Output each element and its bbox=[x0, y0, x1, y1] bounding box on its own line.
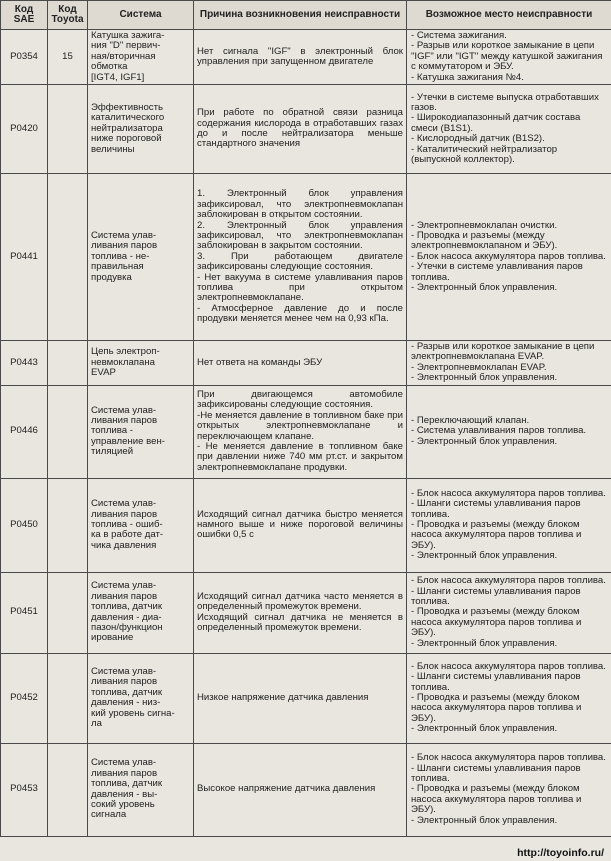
possible-places-cell bbox=[407, 174, 611, 341]
toyota-code-cell bbox=[48, 174, 88, 341]
system-line: тиляцией bbox=[91, 446, 134, 458]
possible-place-item: - Электронный блок управления. bbox=[411, 372, 558, 384]
possible-places-cell bbox=[407, 743, 611, 836]
sae-code-cell bbox=[1, 743, 48, 836]
system-cell bbox=[88, 30, 194, 85]
system-line: топлива - bbox=[91, 425, 133, 437]
cause-text: - Атмосферное давление до и после продувки меняется менее чем на 0,93 кПа. bbox=[197, 302, 403, 325]
system-line: ливания паров bbox=[91, 590, 158, 602]
table-row bbox=[1, 341, 611, 386]
table-row bbox=[1, 174, 611, 341]
system-line: невмоклапана bbox=[91, 356, 155, 368]
cause-text: Исходящий сигнал датчика быстро меняется намного выше и ниже пороговой величины ошибки 0,5 с bbox=[197, 508, 403, 541]
sae-code-cell bbox=[1, 30, 48, 85]
header-toyota-code: Код Toyota bbox=[48, 1, 88, 30]
toyota-code-cell bbox=[48, 743, 88, 836]
table-row bbox=[1, 653, 611, 743]
system-line: топлива, датчик bbox=[91, 601, 163, 613]
possible-place-item: - Проводка и разъемы (между блоком насоса аккумулятора паров топлива и ЭБУ). bbox=[411, 783, 582, 816]
possible-place-item: - Утечки в системе улавливания паров топлива. bbox=[411, 261, 583, 283]
possible-place-item: - Проводка и разъемы (между блоком насоса аккумулятора паров топлива и ЭБУ). bbox=[411, 606, 582, 639]
sae-code: P0354 bbox=[10, 50, 38, 62]
possible-place-item: - Проводка и разъемы (между электропневмоклапаном и ЭБУ). bbox=[411, 230, 558, 252]
cause-cell bbox=[194, 174, 407, 341]
possible-places-cell bbox=[407, 572, 611, 653]
cause-cell bbox=[194, 30, 407, 85]
system-line: давления - низ- bbox=[91, 697, 161, 709]
toyota-code-cell bbox=[48, 341, 88, 386]
toyota-code-cell bbox=[48, 385, 88, 478]
system-line: Система улав- bbox=[91, 498, 157, 510]
possible-place-item: - Электропневмоклапан EVAP. bbox=[411, 361, 547, 373]
system-line: Система улав- bbox=[91, 230, 157, 242]
table-row bbox=[1, 478, 611, 572]
table-row bbox=[1, 30, 611, 85]
system-line: топлива - ошиб- bbox=[91, 518, 163, 530]
table-header-row bbox=[1, 1, 611, 30]
possible-place-item: - Кислородный датчик (B1S2). bbox=[411, 133, 545, 145]
sae-code-cell bbox=[1, 341, 48, 386]
system-line: топлива, датчик bbox=[91, 686, 163, 698]
system-cell bbox=[88, 341, 194, 386]
toyota-code-cell bbox=[48, 30, 88, 85]
possible-place-item: - Утечки в системе выпуска отработавших газов. bbox=[411, 91, 599, 114]
toyota-code-cell bbox=[48, 653, 88, 743]
system-line: ливания паров bbox=[91, 508, 158, 520]
possible-place-item: - Электронный блок управления. bbox=[411, 723, 558, 735]
header-cause: Причина возникновения неисправности bbox=[194, 1, 407, 30]
system-cell bbox=[88, 385, 194, 478]
system-line: ирование bbox=[91, 632, 134, 644]
system-line: ливания паров bbox=[91, 676, 158, 688]
sae-code-cell bbox=[1, 653, 48, 743]
system-line: ла bbox=[91, 717, 102, 729]
cause-text: При работе по обратной связи разница содержания кислорода в отработавших газах до и после нейтрализатора меньше стандартного значения bbox=[197, 107, 403, 150]
possible-place-item: - Катушка зажигания №4. bbox=[411, 71, 524, 83]
possible-place-item: - Разрыв или короткое замыкание в цепи электропневмоклапана EVAP. bbox=[411, 341, 595, 363]
sae-code: P0443 bbox=[10, 356, 38, 368]
possible-place-item: - Электронный блок управления. bbox=[411, 814, 558, 826]
possible-place-item: - Переключающий клапан. bbox=[411, 415, 530, 427]
table-row bbox=[1, 385, 611, 478]
system-line: сигнала bbox=[91, 809, 127, 821]
sae-code: P0420 bbox=[10, 122, 38, 134]
header-sae-code: Код SAE bbox=[1, 1, 48, 30]
cause-text: Нет сигнала "IGF" в электронный блок управления при запущенном двигателе bbox=[197, 45, 403, 68]
table-body bbox=[1, 30, 611, 837]
system-cell bbox=[88, 743, 194, 836]
cause-cell bbox=[194, 653, 407, 743]
sae-code: P0446 bbox=[10, 425, 38, 437]
system-line: [IGT4, IGF1] bbox=[91, 71, 145, 83]
possible-places-cell bbox=[407, 85, 611, 174]
toyota-code-cell bbox=[48, 478, 88, 572]
system-cell bbox=[88, 653, 194, 743]
system-line: ливания паров bbox=[91, 415, 158, 427]
system-cell bbox=[88, 174, 194, 341]
cause-text: Исходящий сигнал датчика не меняется в определенный промежуток времени. bbox=[197, 611, 403, 634]
system-line: топлива - не- bbox=[91, 250, 150, 262]
system-line: продувка bbox=[91, 271, 132, 283]
sae-code-cell bbox=[1, 385, 48, 478]
system-line: давления - вы- bbox=[91, 788, 158, 800]
system-line: ливания паров bbox=[91, 767, 158, 779]
possible-place-item: - Шланги системы улавливания паров топлива. bbox=[411, 762, 581, 785]
cause-text: При двигающемся автомобиле зафиксированы следующие состояния. bbox=[197, 389, 403, 411]
cause-cell bbox=[194, 85, 407, 174]
table-row bbox=[1, 743, 611, 836]
possible-place-item: - Проводка и разъемы (между блоком насоса аккумулятора паров топлива и ЭБУ). bbox=[411, 518, 582, 551]
possible-place-item: - Каталитический нейтрализатор (выпускной коллектор). bbox=[411, 143, 558, 166]
cause-text: Низкое напряжение датчика давления bbox=[197, 691, 369, 703]
cause-text: Нет ответа на команды ЭБУ bbox=[197, 356, 323, 368]
cause-cell bbox=[194, 478, 407, 572]
sae-code-cell bbox=[1, 478, 48, 572]
possible-place-item: - Блок насоса аккумулятора паров топлива. bbox=[411, 250, 606, 262]
cause-text: Высокое напряжение датчика давления bbox=[197, 783, 376, 795]
system-line: EVAP bbox=[91, 367, 116, 379]
cause-cell bbox=[194, 743, 407, 836]
toyota-code-cell bbox=[48, 85, 88, 174]
system-line: величины bbox=[91, 143, 135, 155]
system-line: Эффективность bbox=[91, 102, 163, 114]
cause-cell bbox=[194, 385, 407, 478]
table-row bbox=[1, 572, 611, 653]
system-line: ния "D" первич- bbox=[91, 40, 161, 52]
system-line: ниже пороговой bbox=[91, 133, 162, 145]
possible-place-item: - Шланги системы улавливания паров топлива. bbox=[411, 671, 581, 693]
sae-code: P0451 bbox=[10, 606, 38, 618]
possible-places-cell bbox=[407, 341, 611, 386]
possible-place-item: - Разрыв или короткое замыкание в цепи "IGF" или "IGT" между катушкой зажигания с коммутатором и ЭБУ. bbox=[411, 40, 603, 73]
possible-place-item: - Электропневмоклапан очистки. bbox=[411, 219, 558, 231]
system-cell bbox=[88, 572, 194, 653]
sae-code-cell bbox=[1, 174, 48, 341]
sae-code: P0450 bbox=[10, 518, 38, 530]
table-row bbox=[1, 85, 611, 174]
toyota-code: 15 bbox=[62, 50, 73, 62]
possible-place-item: - Электронный блок управления. bbox=[411, 550, 558, 562]
toyota-code-cell bbox=[48, 572, 88, 653]
cause-cell bbox=[194, 572, 407, 653]
system-line: Система улав- bbox=[91, 665, 157, 677]
system-line: топлива, датчик bbox=[91, 778, 163, 790]
sae-code: P0453 bbox=[10, 783, 38, 795]
cause-text: - Не меняется давление в топливном баке при давлении ниже 740 мм рт.ст. и закрытом электропневмоклапане продувки. bbox=[197, 441, 403, 473]
cause-text: -Не меняется давление в топливном баке при открытых электропневмоклапане и переключающем клапане. bbox=[197, 409, 403, 442]
sae-code-cell bbox=[1, 572, 48, 653]
possible-place-item: - Блок насоса аккумулятора паров топлива. bbox=[411, 660, 606, 672]
system-line: ливания паров bbox=[91, 240, 158, 252]
system-line: ка в работе дат- bbox=[91, 529, 164, 541]
system-line: сокий уровень bbox=[91, 799, 155, 811]
system-line: Катушка зажига- bbox=[91, 30, 165, 41]
system-line: Система улав- bbox=[91, 404, 157, 416]
system-line: давления - диа- bbox=[91, 611, 162, 623]
possible-place-item: - Широкодиапазонный датчик состава смеси (B1S1). bbox=[411, 112, 581, 134]
cause-cell bbox=[194, 341, 407, 386]
cause-text: 1. Электронный блок управления зафиксировал, что электропневмоклапан заблокирован в открытом состоянии. bbox=[197, 188, 403, 221]
possible-place-item: - Блок насоса аккумулятора паров топлива. bbox=[411, 487, 606, 499]
possible-places-cell bbox=[407, 478, 611, 572]
possible-places-cell bbox=[407, 653, 611, 743]
watermark-url: http://toyoinfo.ru/ bbox=[514, 847, 607, 859]
possible-place-item: - Электронный блок управления. bbox=[411, 282, 558, 294]
cause-text: - Нет вакуума в системе улавливания паров топлива при открытом электропневмоклапане. bbox=[197, 271, 403, 304]
possible-place-item: - Система улавливания паров топлива. bbox=[411, 425, 587, 437]
system-line: Система улав- bbox=[91, 580, 157, 592]
sae-code-cell bbox=[1, 85, 48, 174]
possible-places-cell bbox=[407, 385, 611, 478]
system-line: обмотка bbox=[91, 61, 128, 73]
system-line: нейтрализатора bbox=[91, 122, 163, 134]
cause-text: 3. При работающем двигателе зафиксированы следующие состояния. bbox=[197, 250, 403, 273]
cause-text: Исходящий сигнал датчика часто меняется в определенный промежуток времени. bbox=[197, 590, 403, 613]
possible-place-item: - Электронный блок управления. bbox=[411, 637, 558, 649]
system-line: каталитического bbox=[91, 112, 165, 124]
possible-place-item: - Блок насоса аккумулятора паров топлива. bbox=[411, 752, 606, 764]
possible-place-item: - Система зажигания. bbox=[411, 30, 507, 41]
header-system: Система bbox=[88, 1, 194, 30]
system-line: управление вен- bbox=[91, 435, 165, 447]
system-cell bbox=[88, 478, 194, 572]
possible-place-item: - Электронный блок управления. bbox=[411, 435, 558, 447]
header-possible-places: Возможное место неисправности bbox=[407, 1, 611, 30]
system-line: кий уровень сигна- bbox=[91, 707, 175, 719]
sae-code: P0452 bbox=[10, 691, 38, 703]
possible-places-cell bbox=[407, 30, 611, 85]
possible-place-item: - Блок насоса аккумулятора паров топлива. bbox=[411, 575, 606, 587]
possible-place-item: - Шланги системы улавливания паров топлива. bbox=[411, 585, 581, 608]
sae-code: P0441 bbox=[10, 250, 38, 262]
possible-place-item: - Шланги системы улавливания паров топлива. bbox=[411, 498, 581, 520]
system-line: правильная bbox=[91, 261, 144, 273]
system-line: Система улав- bbox=[91, 757, 157, 769]
system-line: чика давления bbox=[91, 539, 157, 551]
cause-text: 2. Электронный блок управления зафиксировал, что электропневмоклапан заблокирован в закрытом состоянии. bbox=[197, 219, 403, 252]
system-line: пазон/функцион bbox=[91, 622, 163, 634]
system-line: Цепь электроп- bbox=[91, 346, 160, 358]
system-cell bbox=[88, 85, 194, 174]
possible-place-item: - Проводка и разъемы (между блоком насоса аккумулятора паров топлива и ЭБУ). bbox=[411, 691, 582, 724]
system-line: ная/вторичная bbox=[91, 50, 156, 62]
